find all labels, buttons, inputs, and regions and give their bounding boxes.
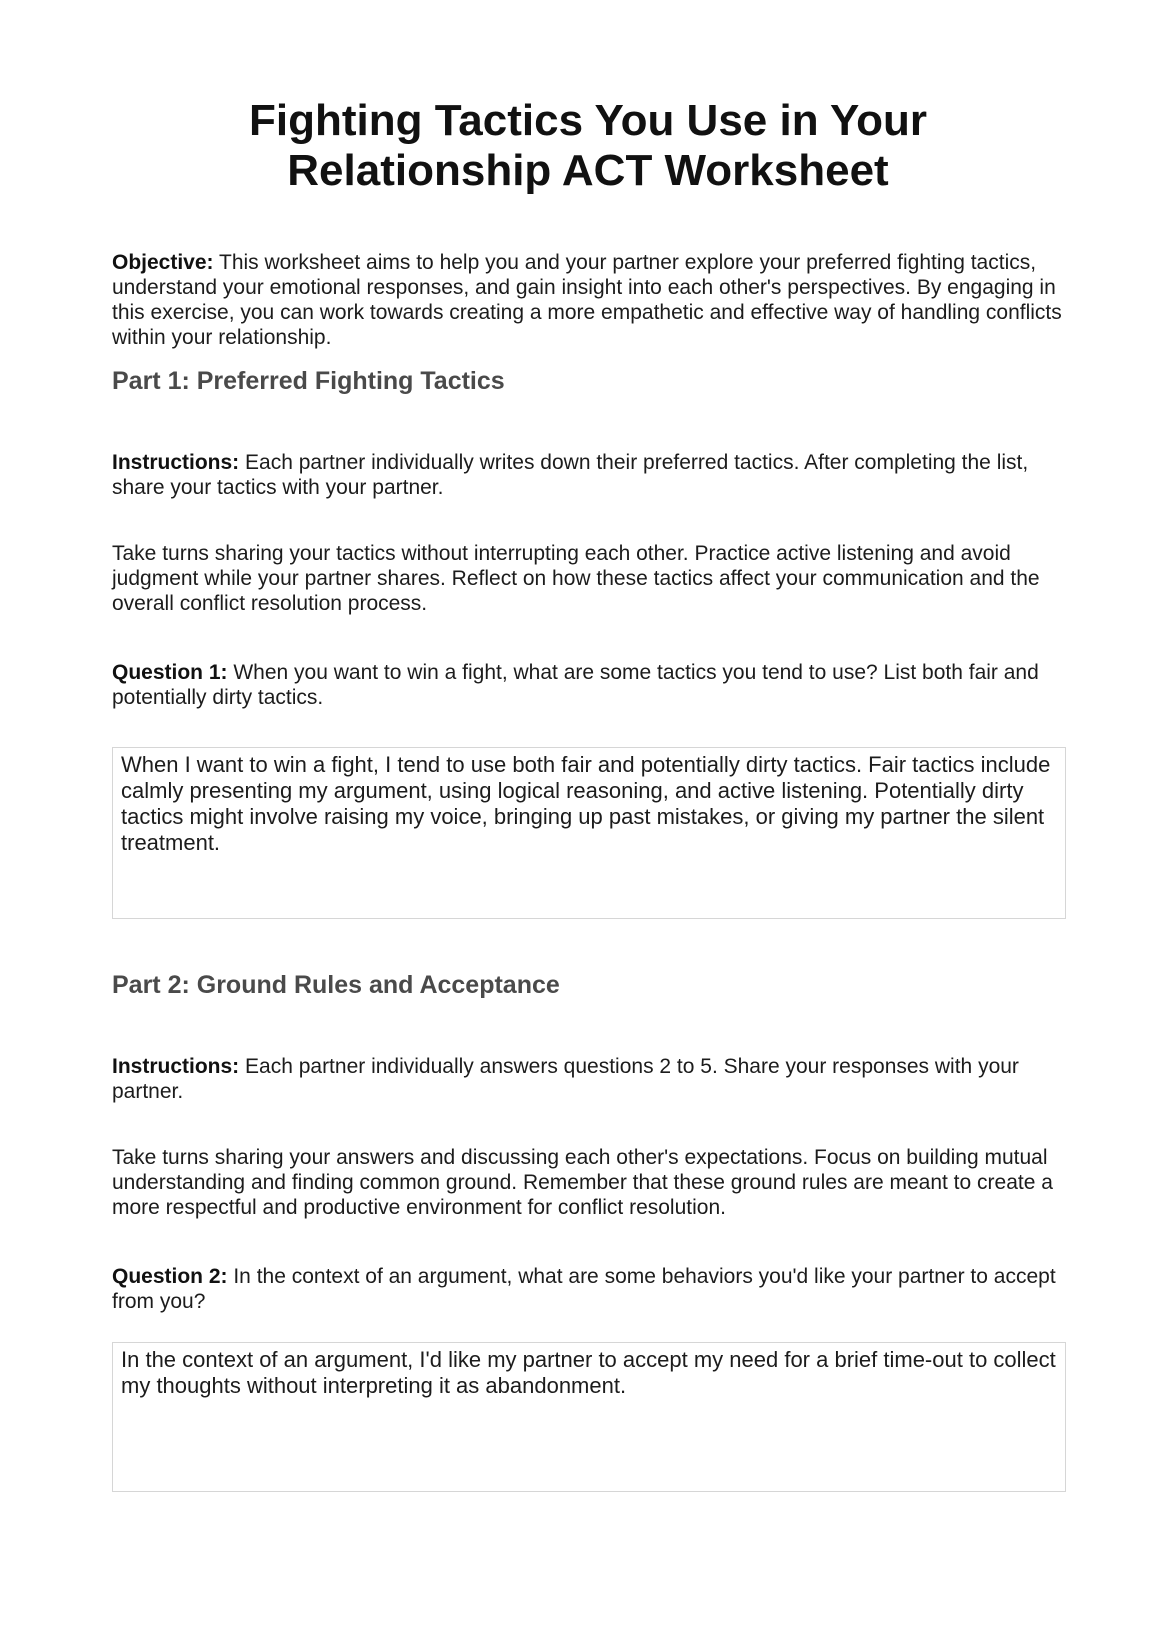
objective-label: Objective: (112, 251, 214, 274)
part1-instructions (112, 450, 1072, 500)
part2-guidance: Take turns sharing your answers and discussing each other's expectations. Focus on building mutual understanding and finding common ground. Remember that these ground rules are meant to create a more respectful and productive environment for conflict resolution. (112, 1146, 1053, 1219)
objective-text: This worksheet aims to help you and your partner explore your preferred fighting tactics, understand your emotional responses, and gain insight into each other's perspectives. By engaging in this exercise, you can work towards creating a more empathetic and effective way of handling conflicts within your relationship. (112, 251, 1062, 349)
question-2 (112, 1264, 1072, 1314)
part1-guidance: Take turns sharing your tactics without interrupting each other. Practice active listening and avoid judgment while your partner shares. Reflect on how these tactics affect your communication and the overall conflict resolution process. (112, 542, 1040, 615)
page-title (0, 96, 1176, 196)
objective-paragraph (112, 250, 1072, 350)
title-line-2: Relationship ACT Worksheet (287, 146, 889, 195)
part2-heading: Part 2: Ground Rules and Acceptance (112, 971, 560, 999)
part2-instructions-label: Instructions: (112, 1055, 240, 1078)
question-1-label: Question 1: (112, 661, 228, 684)
part1-instructions-text: Each partner individually writes down their preferred tactics. After completing the list, share your tactics with your partner. (112, 451, 1029, 499)
question-2-label: Question 2: (112, 1265, 228, 1288)
part2-instructions-text: Each partner individually answers questions 2 to 5. Share your responses with your partner. (112, 1055, 1019, 1103)
part1-heading: Part 1: Preferred Fighting Tactics (112, 367, 505, 395)
part2-instructions (112, 1054, 1072, 1104)
question-1 (112, 660, 1072, 710)
question-2-text: In the context of an argument, what are some behaviors you'd like your partner to accept from you? (112, 1265, 1056, 1313)
answer-1-field[interactable]: When I want to win a fight, I tend to use both fair and potentially dirty tactics. Fair tactics include calmly presenting my argument, using logical reasoning, and active listening. Potentially dirty tactics might involve raising my voice, bringing up past mistakes, or giving my partner the silent treatment. (112, 747, 1066, 919)
question-1-text: When you want to win a fight, what are some tactics you tend to use? List both fair and potentially dirty tactics. (112, 661, 1039, 709)
title-line-1: Fighting Tactics You Use in Your (248, 96, 927, 145)
answer-2-field[interactable]: In the context of an argument, I'd like my partner to accept my need for a brief time-out to collect my thoughts without interpreting it as abandonment. (112, 1342, 1066, 1492)
part1-instructions-label: Instructions: (112, 451, 240, 474)
